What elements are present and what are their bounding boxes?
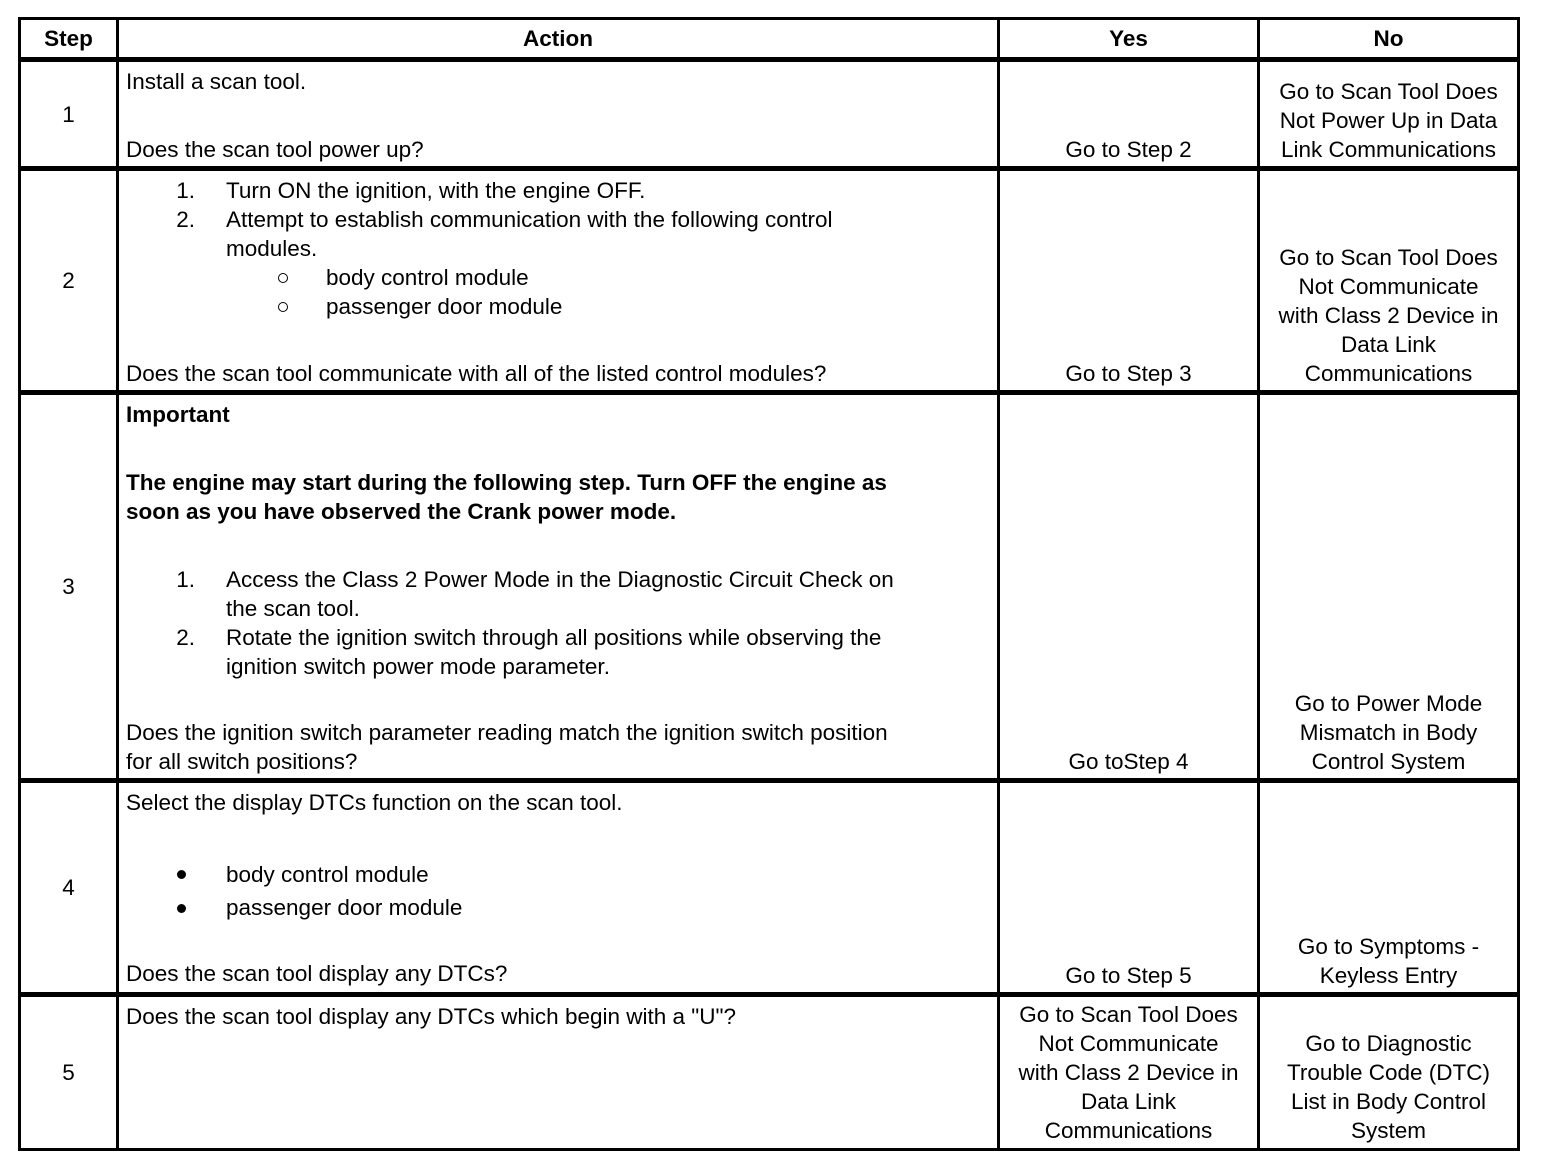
- action-question: Does the scan tool display any DTCs which begin with a "U"?: [126, 1004, 737, 1029]
- yes-link[interactable]: Go to Step 2: [1065, 137, 1192, 162]
- action-text: Install a scan tool.: [126, 69, 307, 94]
- step-number: 1: [62, 101, 75, 127]
- no-line: System: [1350, 1118, 1426, 1143]
- yes-line: Not Communicate: [1038, 1031, 1219, 1056]
- circle-bullet-icon: [278, 273, 288, 283]
- no-line: Link Communications: [1280, 137, 1497, 162]
- no-line: Go to Power Mode: [1294, 691, 1483, 716]
- header-action: Action: [523, 26, 593, 51]
- list-number: 2.: [176, 207, 195, 232]
- no-link[interactable]: [1260, 689, 1517, 776]
- sublist-item: passenger door module: [326, 294, 563, 319]
- no-cell: [1260, 62, 1517, 166]
- list-number: 2.: [176, 625, 195, 650]
- no-line: Communications: [1304, 361, 1473, 386]
- yes-link[interactable]: Go to Step 3: [1065, 361, 1192, 386]
- action-cell: [119, 395, 997, 778]
- action-cell: [119, 783, 997, 992]
- no-link[interactable]: [1260, 1029, 1517, 1145]
- no-line: Control System: [1311, 749, 1466, 774]
- step-number: 4: [62, 875, 75, 900]
- yes-cell: [1000, 997, 1257, 1148]
- important-text: soon as you have observed the Crank power mode.: [126, 499, 677, 524]
- yes-line: Data Link: [1080, 1089, 1177, 1114]
- step-number: 3: [62, 574, 75, 599]
- bullet-icon: [177, 870, 186, 879]
- no-line: Not Communicate: [1298, 274, 1479, 299]
- no-line: Go to Scan Tool Does: [1279, 245, 1498, 270]
- bullet-item: passenger door module: [226, 895, 463, 920]
- no-link[interactable]: [1260, 243, 1517, 388]
- no-cell: [1260, 171, 1517, 390]
- list-item-text: Rotate the ignition switch through all positions while observing the: [226, 625, 882, 650]
- header-no: No: [1373, 26, 1404, 51]
- yes-cell: [1000, 783, 1257, 992]
- bullet-item: body control module: [226, 862, 429, 887]
- yes-link[interactable]: Go toStep 4: [1068, 749, 1189, 774]
- list-number: 1.: [176, 567, 195, 592]
- action-text: Select the display DTCs function on the scan tool.: [126, 790, 623, 815]
- no-line: Go to Symptoms -: [1297, 934, 1480, 959]
- no-line: List in Body Control: [1290, 1089, 1487, 1114]
- list-item-text: modules.: [226, 236, 318, 261]
- table-border-right: [1517, 17, 1520, 1151]
- action-question: Does the ignition switch parameter reading match the ignition switch position: [126, 720, 888, 745]
- header-step: Step: [44, 26, 93, 51]
- yes-line: Go to Scan Tool Does: [1019, 1002, 1238, 1027]
- bullet-icon: [177, 904, 186, 913]
- action-cell: [119, 171, 997, 390]
- yes-line: Communications: [1044, 1118, 1213, 1143]
- list-item-text: ignition switch power mode parameter.: [226, 654, 610, 679]
- list-item-text: Access the Class 2 Power Mode in the Diagnostic Circuit Check on: [226, 567, 894, 592]
- step-number: 5: [62, 1060, 75, 1085]
- list-item-text: the scan tool.: [226, 596, 360, 621]
- important-label: Important: [126, 402, 230, 427]
- action-cell: [119, 62, 997, 166]
- list-number: 1.: [176, 178, 195, 203]
- action-question: Does the scan tool communicate with all of the listed control modules?: [126, 361, 827, 386]
- yes-cell: [1000, 171, 1257, 390]
- list-item-text: Attempt to establish communication with the following control: [226, 207, 833, 232]
- no-link[interactable]: [1260, 77, 1517, 164]
- no-cell: [1260, 395, 1517, 778]
- yes-link[interactable]: Go to Step 5: [1065, 963, 1192, 988]
- no-line: Data Link: [1340, 332, 1437, 357]
- action-question: for all switch positions?: [126, 749, 358, 774]
- table-border-bottom: [18, 1148, 1520, 1151]
- no-cell: [1260, 997, 1517, 1148]
- action-question: Does the scan tool power up?: [126, 137, 424, 162]
- step-number: 2: [62, 268, 75, 293]
- sublist-item: body control module: [326, 265, 529, 290]
- yes-cell: [1000, 62, 1257, 166]
- action-cell: [119, 997, 997, 1148]
- header-yes: Yes: [1109, 26, 1148, 51]
- yes-link[interactable]: [1000, 1000, 1257, 1145]
- no-link[interactable]: [1260, 932, 1517, 990]
- yes-line: with Class 2 Device in: [1018, 1060, 1239, 1085]
- action-question: Does the scan tool display any DTCs?: [126, 961, 508, 986]
- no-line: Go to Diagnostic: [1305, 1031, 1472, 1056]
- yes-cell: [1000, 395, 1257, 778]
- no-cell: [1260, 783, 1517, 992]
- no-line: Not Power Up in Data: [1279, 108, 1498, 133]
- circle-bullet-icon: [278, 302, 288, 312]
- list-item-text: Turn ON the ignition, with the engine OFF.: [226, 178, 646, 203]
- important-text: The engine may start during the following step. Turn OFF the engine as: [126, 470, 887, 495]
- no-line: Keyless Entry: [1319, 963, 1458, 988]
- no-line: Go to Scan Tool Does: [1279, 79, 1498, 104]
- no-line: Trouble Code (DTC): [1287, 1060, 1490, 1085]
- no-line: Mismatch in Body: [1299, 720, 1478, 745]
- no-line: with Class 2 Device in: [1278, 303, 1499, 328]
